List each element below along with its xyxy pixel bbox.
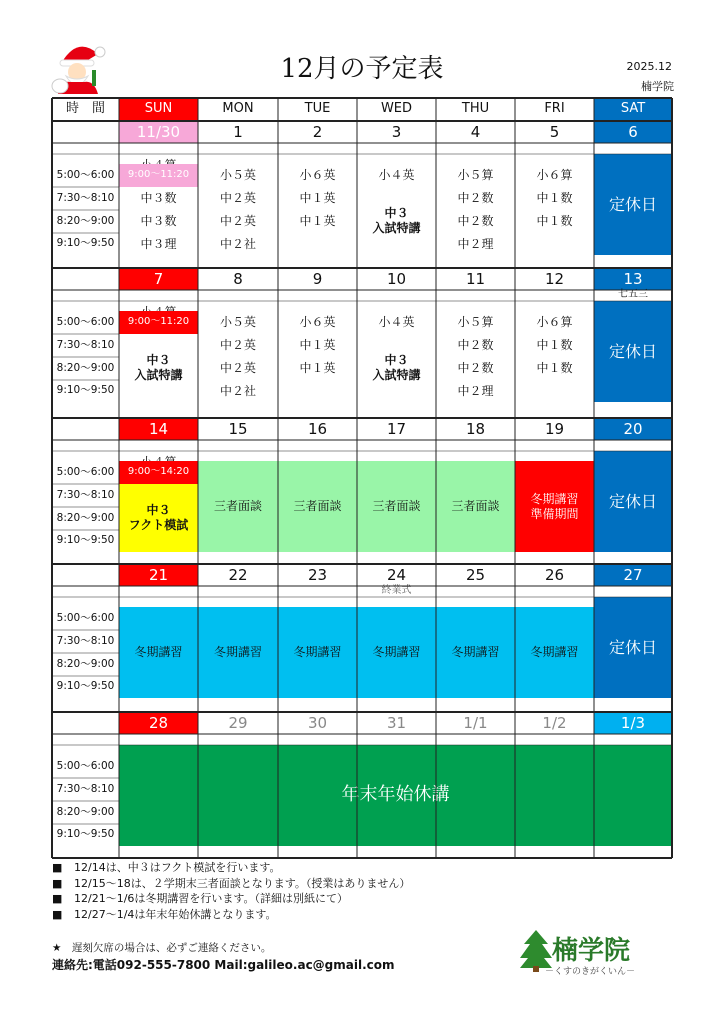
date-cell: 1/3 xyxy=(594,712,672,734)
attendance-notice: ★ 遅刻欠席の場合は、必ずご連絡ください。 xyxy=(52,942,272,954)
class-cell: 小５算 xyxy=(457,168,494,182)
month-label: 2025.12 xyxy=(626,60,672,73)
class-cell: 中２英 xyxy=(219,338,256,352)
time-slot-label: 9:10～9:50 xyxy=(56,237,115,250)
special-lesson-cell: 中３ 入試特講 xyxy=(372,206,421,235)
date-cell: 19 xyxy=(544,419,565,438)
date-cell: 24 xyxy=(386,565,407,584)
note-text: 12/15～18は、２学期末三者面談となります。（授業はありません） xyxy=(74,876,411,890)
class-cell: 小５算 xyxy=(457,315,494,329)
school-label: 楠学院 xyxy=(641,80,674,93)
class-cell xyxy=(515,233,594,255)
note-bullet: ■ xyxy=(52,876,63,890)
date-cell: 9 xyxy=(312,269,323,288)
parent-meeting-block: 三者面談 xyxy=(357,461,436,552)
time-slot-label: 7:30～8:10 xyxy=(56,634,115,647)
class-cell: 小６算 xyxy=(536,315,573,329)
logo-reading: －くすのきがくいん－ xyxy=(544,967,635,977)
mock-exam-block: 中３ フクト模試 xyxy=(119,484,198,552)
time-slot-label: 9:10～9:50 xyxy=(56,384,115,397)
date-cell: 20 xyxy=(594,418,672,440)
winter-course-block: 冬期講習 xyxy=(357,607,436,698)
time-slot-label: 7:30～8:10 xyxy=(56,191,115,204)
date-cell: 28 xyxy=(119,712,198,734)
winter-course-block: 冬期講習 xyxy=(436,607,515,698)
parent-meeting-block: 三者面談 xyxy=(198,461,278,552)
class-cell: 中２英 xyxy=(219,191,256,205)
time-slot-label: 8:20～9:00 xyxy=(56,805,115,818)
time-slot-label: 8:20～9:00 xyxy=(56,214,115,227)
class-cell: 小４英 xyxy=(378,168,415,182)
class-cell: 小６英 xyxy=(299,315,336,329)
sun-special-lesson: 中３ 入試特講 xyxy=(134,353,183,382)
date-cell: 1/2 xyxy=(542,713,567,732)
date-cell: 16 xyxy=(307,419,328,438)
class-cell: 中２英 xyxy=(219,361,256,375)
date-cell: 15 xyxy=(228,419,248,438)
winter-course-block: 冬期講習 xyxy=(278,607,357,698)
time-slot-label: 5:00～6:00 xyxy=(56,611,115,624)
class-cell: 中２数 xyxy=(457,361,494,375)
class-cell: 小５英 xyxy=(219,315,256,329)
date-cell: 7 xyxy=(119,268,198,290)
class-cell: 小５英 xyxy=(219,168,256,182)
date-cell: 13 xyxy=(594,268,672,290)
class-cell: 中１数 xyxy=(536,361,573,375)
date-cell: 29 xyxy=(228,713,248,732)
time-slot-label: 8:20～9:00 xyxy=(56,361,115,374)
header-time: 時 間 xyxy=(65,101,105,117)
date-cell: 30 xyxy=(307,713,328,732)
sun-time-badge: 9:00～14:20 xyxy=(119,461,198,484)
date-cell: 6 xyxy=(594,121,672,143)
class-cell: 中２社 xyxy=(219,236,256,251)
time-slot-label: 5:00～6:00 xyxy=(56,168,115,181)
sat-closed: 定休日 xyxy=(594,451,672,552)
sat-closed: 定休日 xyxy=(594,597,672,698)
note-item xyxy=(52,876,410,892)
date-cell: 1/1 xyxy=(463,713,488,732)
class-cell: 中２理 xyxy=(457,383,494,398)
date-cell: 25 xyxy=(465,565,486,584)
class-cell: 中１数 xyxy=(536,338,573,352)
special-lesson-cell: 中３ 入試特講 xyxy=(372,353,421,382)
class-cell: 中１英 xyxy=(299,191,336,205)
class-cell: 中１英 xyxy=(299,338,336,352)
class-cell: 中２理 xyxy=(457,236,494,251)
date-cell: 31 xyxy=(386,713,407,732)
date-cell: 3 xyxy=(391,122,402,141)
class-cell: 中１英 xyxy=(299,361,336,375)
sat-event: 七五三 xyxy=(618,289,648,301)
time-slot-label: 7:30～8:10 xyxy=(56,782,115,795)
class-cell xyxy=(278,380,357,402)
winter-course-block: 冬期講習 xyxy=(119,607,198,698)
header-day-wed: WED xyxy=(380,101,413,117)
note-text: 12/21～1/6は冬期講習を行います。（詳細は別紙にて） xyxy=(74,892,349,905)
header-day-tue: TUE xyxy=(304,101,331,117)
note-bullet: ■ xyxy=(52,907,63,921)
time-slot-label: 5:00～6:00 xyxy=(56,315,115,328)
time-slot-label: 8:20～9:00 xyxy=(56,511,115,524)
new-year-holiday-block: 年末年始休講 xyxy=(119,745,672,846)
date-cell: 11 xyxy=(465,269,486,288)
sun-class: 中３数 xyxy=(140,191,177,205)
time-slot-label: 9:10～9:50 xyxy=(56,828,115,841)
date-cell: 17 xyxy=(386,419,407,438)
note-text: 12/14は、中３はフクト模試を行います。 xyxy=(74,861,281,874)
time-slot-label: 5:00～6:00 xyxy=(56,465,115,478)
header-day-mon: MON xyxy=(222,101,254,117)
date-cell: 18 xyxy=(465,419,486,438)
class-cell: 中２数 xyxy=(457,191,494,205)
time-slot-label: 8:20～9:00 xyxy=(56,657,115,670)
header-day-sun: SUN xyxy=(119,98,198,121)
logo-name: 楠学院 xyxy=(552,936,631,966)
class-cell: 中１数 xyxy=(536,191,573,205)
class-cell xyxy=(278,233,357,255)
date-cell: 21 xyxy=(119,564,198,586)
date-cell: 8 xyxy=(233,269,243,288)
closing-ceremony: 終業式 xyxy=(381,585,412,597)
class-cell: 中１数 xyxy=(536,214,573,228)
sat-closed: 定休日 xyxy=(594,154,672,255)
sat-closed: 定休日 xyxy=(594,301,672,402)
date-cell: 27 xyxy=(594,564,672,586)
note-bullet: ■ xyxy=(52,861,63,874)
note-text: 12/27～1/4は年末年始休講となります。 xyxy=(74,907,277,921)
winter-course-block: 冬期講習 xyxy=(198,607,278,698)
winter-course-block: 冬期講習 xyxy=(515,607,594,698)
contact-info: 連絡先:電話092-555-7800 Mail:galileo.ac@gmail.com xyxy=(52,958,395,972)
header-day-sat: SAT xyxy=(594,98,672,121)
header-day-fri: FRI xyxy=(544,101,565,117)
time-slot-label: 5:00～6:00 xyxy=(56,759,115,772)
parent-meeting-block: 三者面談 xyxy=(436,461,515,552)
class-cell: 小４英 xyxy=(378,315,415,329)
note-bullet: ■ xyxy=(52,892,63,905)
class-cell xyxy=(515,380,594,402)
date-cell: 14 xyxy=(119,418,198,440)
note-item xyxy=(52,860,410,876)
class-cell: 小６英 xyxy=(299,168,336,182)
class-cell: 中２社 xyxy=(219,383,256,398)
date-cell: 10 xyxy=(386,269,407,288)
time-slot-label: 9:10～9:50 xyxy=(56,680,115,693)
notes-list xyxy=(52,860,410,922)
parent-meeting-block: 三者面談 xyxy=(278,461,357,552)
sun-class: 中３理 xyxy=(140,236,177,251)
sun-time-badge: 9:00～11:20 xyxy=(119,164,198,187)
date-cell: 26 xyxy=(544,565,565,584)
class-cell: 中１英 xyxy=(299,214,336,228)
note-item xyxy=(52,907,410,923)
date-cell: 23 xyxy=(307,565,328,584)
sun-time-badge: 9:00～11:20 xyxy=(119,311,198,334)
time-slot-label: 7:30～8:10 xyxy=(56,488,115,501)
page-title: 12月の予定表 xyxy=(280,54,444,84)
time-slot-label: 9:10～9:50 xyxy=(56,534,115,547)
class-cell: 中２数 xyxy=(457,338,494,352)
date-cell: 5 xyxy=(549,122,560,141)
date-cell: 4 xyxy=(470,122,481,141)
header-day-thu: THU xyxy=(461,101,490,117)
sun-class: 中３数 xyxy=(140,214,177,228)
date-cell: 12 xyxy=(544,269,565,288)
date-cell: 11/30 xyxy=(119,121,198,143)
date-cell: 22 xyxy=(228,565,248,584)
date-cell: 1 xyxy=(233,122,243,141)
date-cell: 2 xyxy=(312,122,323,141)
class-cell: 小６算 xyxy=(536,168,573,182)
note-item xyxy=(52,891,410,907)
class-cell: 中２英 xyxy=(219,214,256,228)
course-prep-block: 冬期講習 準備期間 xyxy=(515,461,594,552)
time-slot-label: 7:30～8:10 xyxy=(56,338,115,351)
class-cell: 中２数 xyxy=(457,214,494,228)
